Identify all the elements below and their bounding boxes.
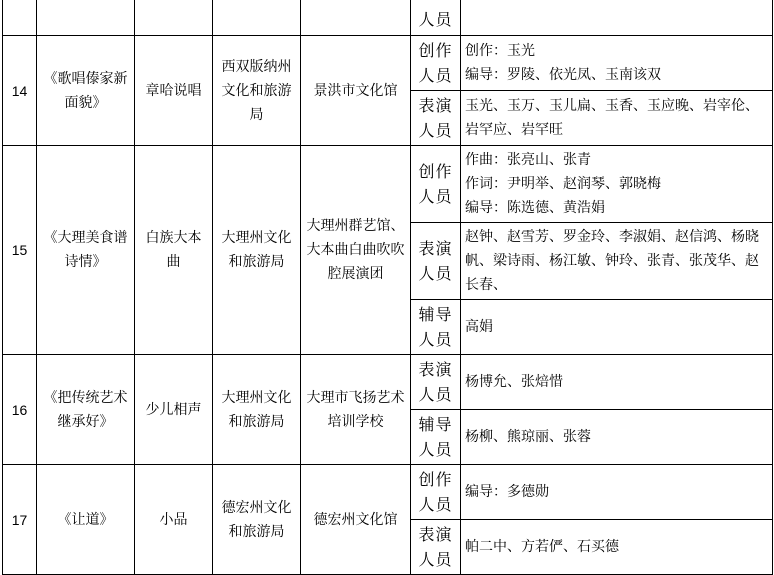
cell-recommender: 德宏州文化和旅游局 <box>213 465 301 575</box>
role-label: 创作人员 <box>418 470 453 514</box>
cell-role <box>411 465 461 520</box>
cell-role <box>411 355 461 410</box>
role-label: 表演人员 <box>418 360 453 404</box>
people-line: 编导：陈选德、黄浩娟 <box>465 200 605 216</box>
people-line: 赵钟、赵雪芳、罗金玲、李淑娟、赵信鸿、杨晓帆、梁诗雨、杨江敏、钟玲、张青、张茂华、赵长春、 <box>465 229 759 293</box>
cell-unit: 大理州群艺馆、大本曲白曲吹吹腔展演团 <box>301 146 411 355</box>
cell-genre: 章哈说唱 <box>135 36 213 146</box>
people-line: 帕二中、方若俨、石买德 <box>465 539 619 555</box>
cell-people <box>461 410 773 465</box>
cell-recommender: 大理州文化和旅游局 <box>213 146 301 355</box>
people-line: 作曲：张亮山、张青 <box>465 152 591 168</box>
table-row <box>3 0 773 36</box>
role-label: 表演人员 <box>418 239 453 283</box>
people-line: 杨博允、张焙惜 <box>465 374 563 390</box>
cell-people <box>461 355 773 410</box>
table-row <box>3 146 773 223</box>
people-line: 编导：罗陵、依光凤、玉南该双 <box>465 67 661 83</box>
cell-unit <box>301 0 411 36</box>
table-row <box>3 36 773 91</box>
cell-role <box>411 300 461 355</box>
people-line: 高娟 <box>465 319 493 335</box>
role-label: 表演人员 <box>418 525 453 569</box>
cell-unit: 德宏州文化馆 <box>301 465 411 575</box>
table-row <box>3 465 773 520</box>
cell-role <box>411 223 461 300</box>
cell-role <box>411 146 461 223</box>
cell-title: 《歌唱傣家新面貌》 <box>37 36 135 146</box>
cell-num <box>3 0 37 36</box>
people-line: 杨柳、熊琼丽、张蓉 <box>465 429 591 445</box>
cell-recommender: 大理州文化和旅游局 <box>213 355 301 465</box>
role-label: 人员 <box>418 10 453 29</box>
cell-num: 16 <box>3 355 37 465</box>
cell-people <box>461 0 773 36</box>
people-line: 作词：尹明举、赵润琴、郭晓梅 <box>465 176 661 192</box>
cell-people <box>461 300 773 355</box>
cell-people <box>461 223 773 300</box>
cell-recommender <box>213 0 301 36</box>
cell-unit: 景洪市文化馆 <box>301 36 411 146</box>
cell-title: 《把传统艺术继承好》 <box>37 355 135 465</box>
role-label: 表演人员 <box>418 96 453 140</box>
cell-people <box>461 91 773 146</box>
cell-people <box>461 146 773 223</box>
cell-genre <box>135 0 213 36</box>
cell-role <box>411 410 461 465</box>
cell-num: 14 <box>3 36 37 146</box>
table-row <box>3 355 773 410</box>
cell-people <box>461 520 773 575</box>
cell-num: 17 <box>3 465 37 575</box>
cell-num: 15 <box>3 146 37 355</box>
cell-genre: 小品 <box>135 465 213 575</box>
people-line: 编导：多德勋 <box>465 484 549 500</box>
people-line: 玉光、玉万、玉儿扁、玉香、玉应晚、岩宰伦、岩罕应、岩罕旺 <box>465 98 759 138</box>
cell-title <box>37 0 135 36</box>
role-label: 辅导人员 <box>418 305 453 349</box>
people-line: 创作：玉光 <box>465 43 535 59</box>
cell-title: 《让道》 <box>37 465 135 575</box>
cell-people <box>461 465 773 520</box>
cell-genre: 少儿相声 <box>135 355 213 465</box>
cell-title: 《大理美食谱诗情》 <box>37 146 135 355</box>
cell-role <box>411 91 461 146</box>
cell-role <box>411 0 461 36</box>
cell-unit: 大理市飞扬艺术培训学校 <box>301 355 411 465</box>
cell-recommender: 西双版纳州文化和旅游局 <box>213 36 301 146</box>
cell-role <box>411 36 461 91</box>
role-label: 辅导人员 <box>418 415 453 459</box>
role-label: 创作人员 <box>418 41 453 85</box>
program-table <box>2 0 773 575</box>
cell-genre: 白族大本曲 <box>135 146 213 355</box>
cell-people <box>461 36 773 91</box>
cell-role <box>411 520 461 575</box>
role-label: 创作人员 <box>418 162 453 206</box>
